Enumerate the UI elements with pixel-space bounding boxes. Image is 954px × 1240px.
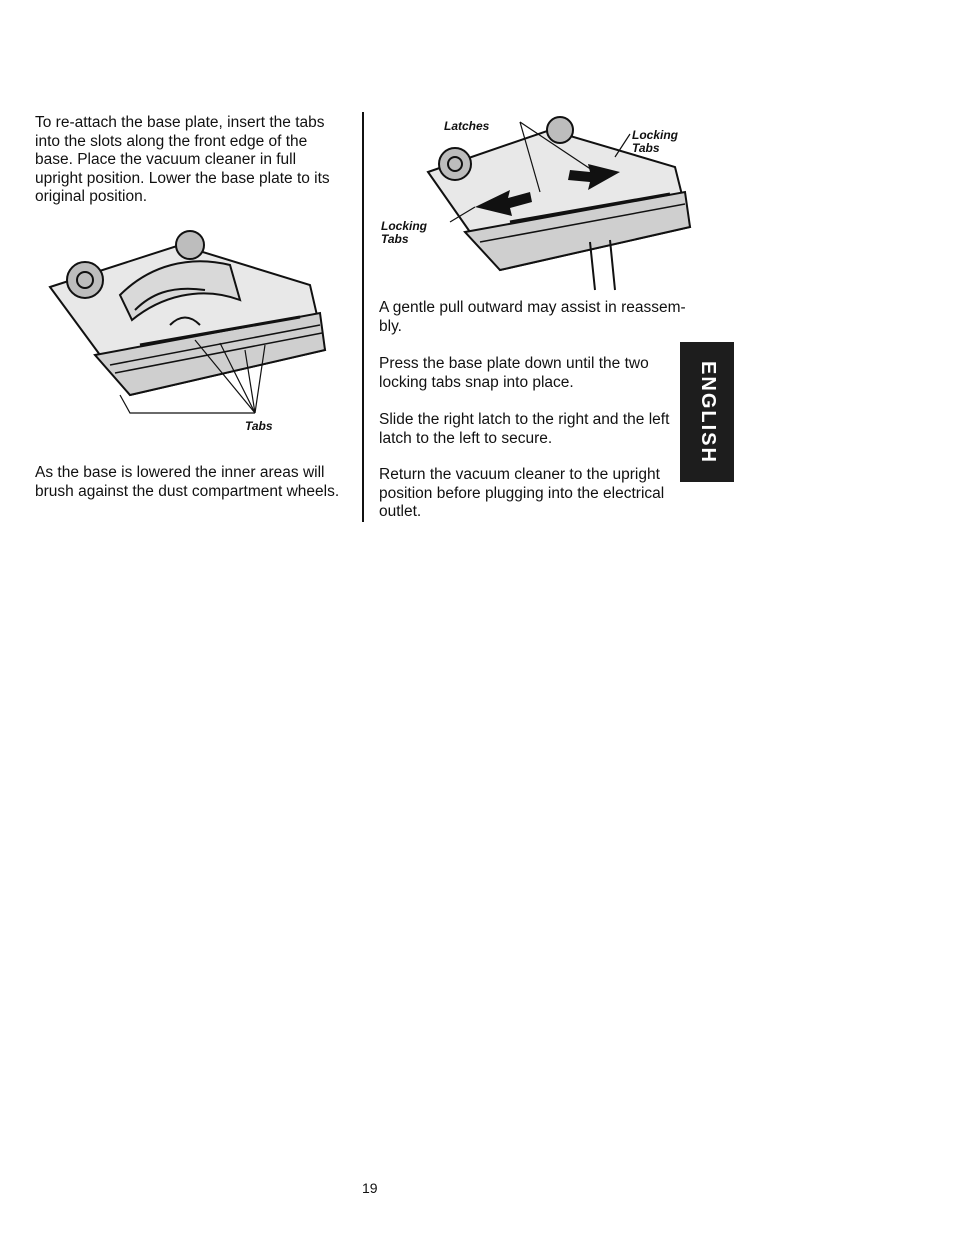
figure-label-locking-tabs-left: Locking Tabs xyxy=(381,219,428,246)
language-tab-english xyxy=(680,342,734,482)
figure-label-tabs: Tabs xyxy=(245,419,273,433)
page-number: 19 xyxy=(362,1180,378,1196)
instruction-paragraph-slide-latch: Slide the right latch to the right and the left latch to the left to secure. xyxy=(379,411,670,447)
vacuum-base-illustration-tabs xyxy=(40,225,340,415)
language-tab-label: ENGLISH xyxy=(696,360,719,464)
instruction-paragraph-gentle-pull: A gentle pull outward may assist in reassem- bly. xyxy=(379,299,686,335)
column-divider xyxy=(362,112,364,522)
instruction-paragraph-press-down: Press the base plate down until the two locking tabs snap into place. xyxy=(379,355,649,391)
instruction-paragraph-return-upright: Return the vacuum cleaner to the upright position before plugging into the electrical outlet. xyxy=(379,466,665,521)
instruction-paragraph-lowered: As the base is lowered the inner areas will brush against the dust compartment wheels. xyxy=(35,464,340,500)
instruction-paragraph-reattach: To re-attach the base plate, insert the tabs into the slots along the front edge of the base. Place the vacuum cleaner in full upright position. Lower the base plate to its original position. xyxy=(35,114,330,206)
figure-label-latches: Latches xyxy=(444,119,490,133)
figure-label-locking-tabs-right: Locking Tabs xyxy=(632,128,679,155)
